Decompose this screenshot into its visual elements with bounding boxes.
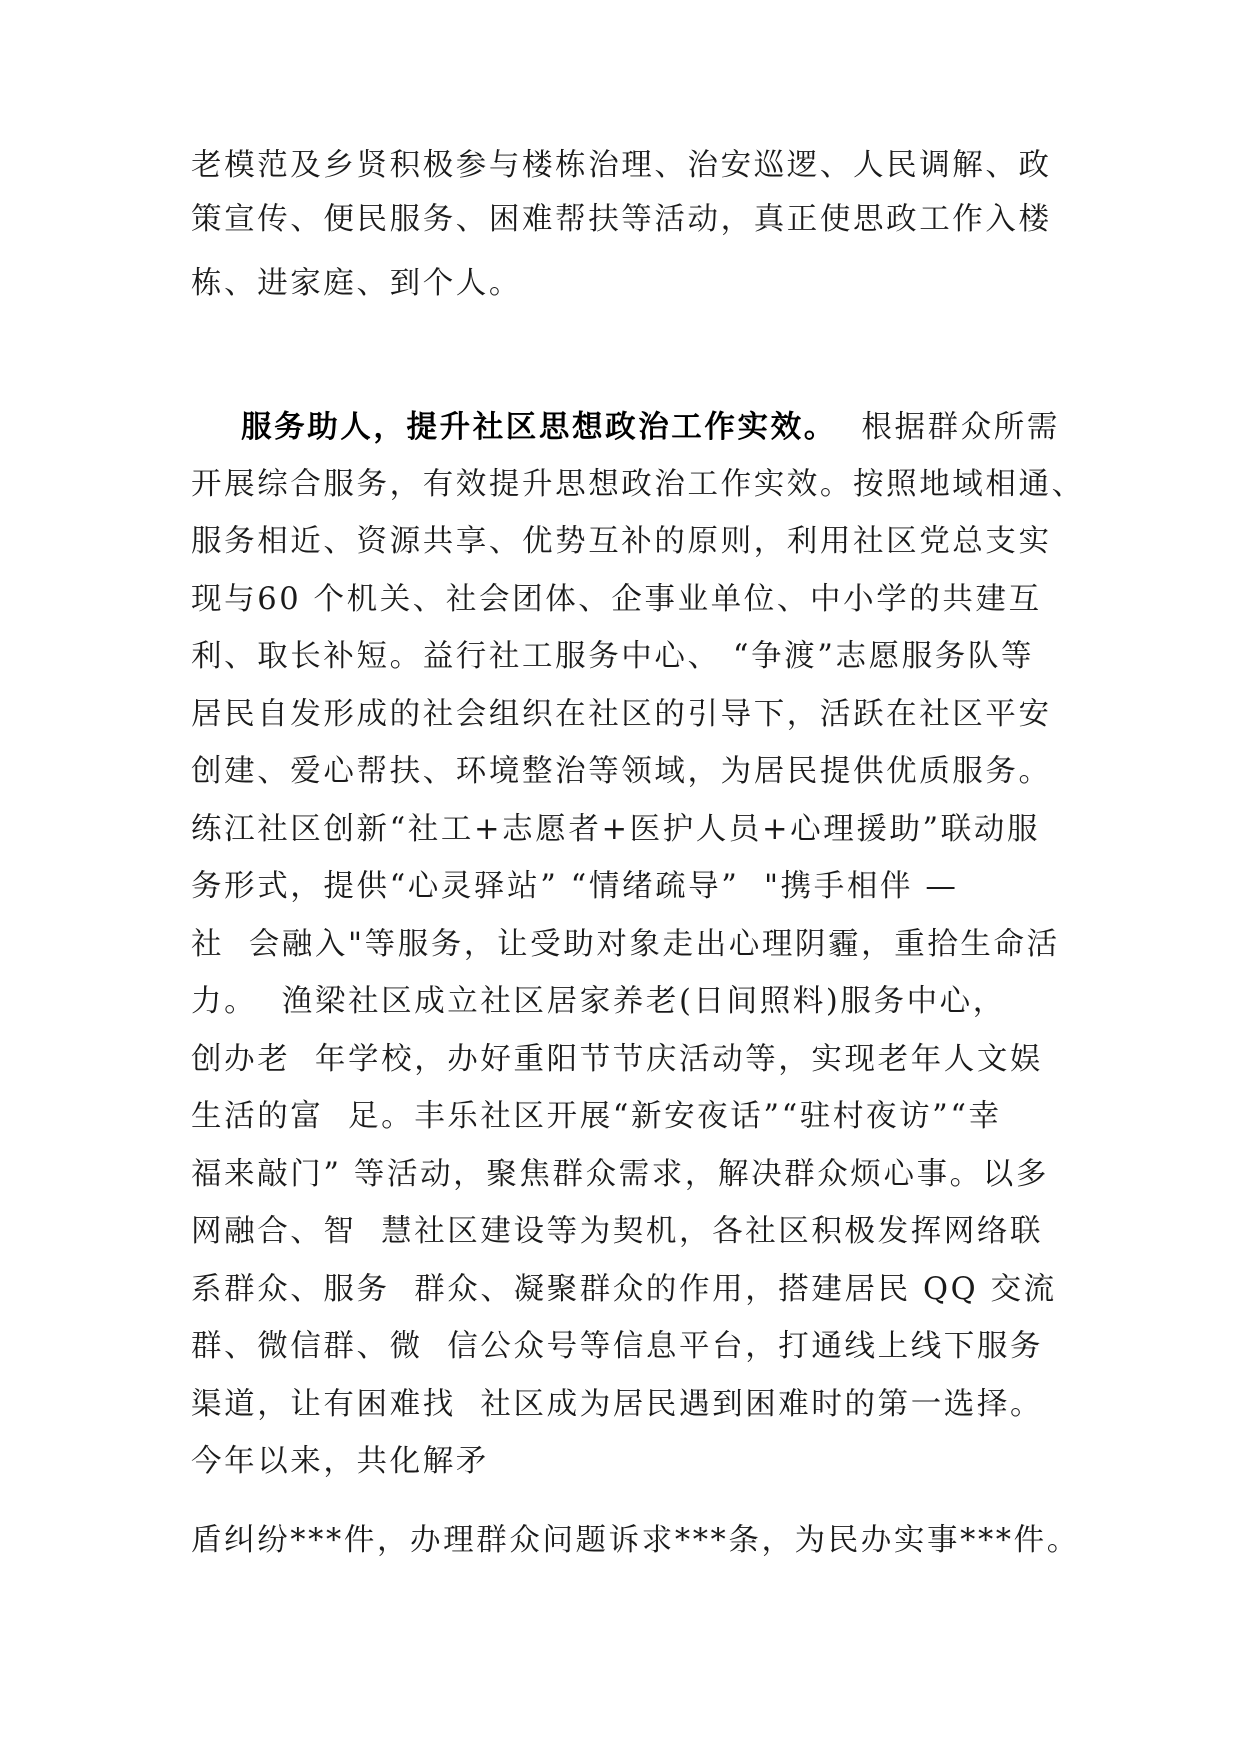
text-line-14: 创办老 年学校，办好重阳节节庆活动等，实现老年人文娱 — [191, 1042, 1044, 1077]
text-line-10: 练江社区创新“社工+志愿者+医护人员+心理援助”联动服 — [191, 812, 1041, 847]
text-line-2: 策宣传、便民服务、困难帮扶等活动，真正使思政工作入楼 — [191, 202, 1052, 237]
text-line-12: 社 会融入"等服务，让受助对象走出心理阴霾，重拾生命活 — [191, 927, 1060, 962]
text-line-18: 系群众、服务 群众、凝聚群众的作用，搭建居民 QQ 交流 — [191, 1272, 1057, 1307]
text-line-3: 栋、进家庭、到个人。 — [191, 266, 522, 301]
section-heading-line — [241, 407, 1060, 448]
text-line-1: 老模范及乡贤积极参与楼栋治理、治安巡逻、人民调解、政 — [191, 148, 1052, 183]
text-line-19: 群、微信群、微 信公众号等信息平台，打通线上线下服务 — [191, 1329, 1044, 1364]
text-line-21: 今年以来，共化解矛 — [191, 1444, 489, 1479]
text-line-20: 渠道，让有困难找 社区成为居民遇到困难时的第一选择。 — [191, 1387, 1044, 1422]
text-line-4: 开展综合服务，有效提升思想政治工作实效。按照地域相通、 — [191, 467, 1085, 502]
text-line-8: 居民自发形成的社会组织在社区的引导下，活跃在社区平安 — [191, 697, 1052, 732]
text-line-11: 务形式，提供“心灵驿站” “情绪疏导” "携手相伴 — — [191, 869, 959, 904]
text-line-5: 服务相近、资源共享、优势互补的原则，利用社区党总支实 — [191, 524, 1052, 559]
text-line-17: 网融合、智 慧社区建设等为契机，各社区积极发挥网络联 — [191, 1214, 1044, 1249]
section-heading-continuation: 根据群众所需 — [861, 410, 1061, 445]
text-line-22: 盾纠纷***件，办理群众问题诉求***条，为民办实事***件。 — [191, 1523, 1080, 1558]
text-line-6: 现与60 个机关、社会团体、企事业单位、中小学的共建互 — [191, 582, 1042, 617]
section-heading: 服务助人，提升社区思想政治工作实效。 — [241, 409, 837, 445]
text-line-9: 创建、爱心帮扶、环境整治等领域，为居民提供优质服务。 — [191, 754, 1052, 789]
text-line-13: 力。 渔梁社区成立社区居家养老(日间照料)服务中心， — [191, 984, 1006, 1019]
text-line-7: 利、取长补短。益行社工服务中心、 “争渡”志愿服务队等 — [191, 639, 1035, 674]
text-line-16: 福来敲门” 等活动，聚焦群众需求，解决群众烦心事。以多 — [191, 1157, 1049, 1192]
text-line-15: 生活的富 足。丰乐社区开展“新安夜话”“驻村夜访”“幸 — [191, 1099, 1002, 1134]
